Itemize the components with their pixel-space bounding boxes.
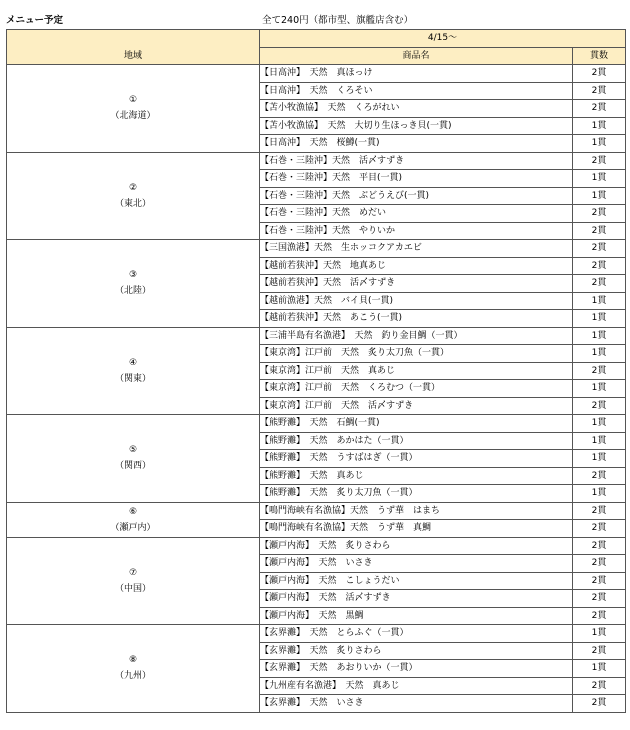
product-cell: 【熊野灘】 天然 石鯛(一貫) xyxy=(260,415,573,433)
product-cell: 【東京湾】江戸前 天然 活〆すずき xyxy=(260,397,573,415)
count-cell: 2貫 xyxy=(573,537,626,555)
region-number: ① xyxy=(128,95,138,106)
price-note: 全て240円（都市型、旗艦店含む） xyxy=(262,15,414,26)
product-cell: 【東京湾】江戸前 天然 炙り太刀魚（一貫） xyxy=(260,345,573,363)
count-cell: 1貫 xyxy=(573,625,626,643)
region-cell xyxy=(7,415,260,503)
count-cell: 1貫 xyxy=(573,327,626,345)
count-cell: 1貫 xyxy=(573,485,626,503)
table-row xyxy=(7,537,626,555)
count-cell: 2貫 xyxy=(573,642,626,660)
region-name: （東北） xyxy=(114,198,151,209)
product-cell: 【越前若狭沖】天然 活〆すずき xyxy=(260,275,573,293)
product-cell: 【三国漁港】天然 生ホッコクアカエビ xyxy=(260,240,573,258)
region-name: （九州） xyxy=(114,671,151,682)
product-cell: 【越前若狭沖】天然 地真あじ xyxy=(260,257,573,275)
menu-body xyxy=(7,65,626,713)
count-cell: 2貫 xyxy=(573,555,626,573)
region-name: （瀬戸内） xyxy=(110,522,156,533)
region-number: ② xyxy=(128,182,138,193)
table-row xyxy=(7,240,626,258)
page-title: メニュー予定 xyxy=(6,15,64,26)
product-cell: 【瀬戸内海】 天然 炙りさわら xyxy=(260,537,573,555)
region-name: （北海道） xyxy=(110,111,156,122)
count-cell: 2貫 xyxy=(573,590,626,608)
table-row xyxy=(7,415,626,433)
count-cell: 2貫 xyxy=(573,100,626,118)
count-cell: 2貫 xyxy=(573,152,626,170)
product-cell: 【鳴門海峡有名漁協】天然 うず華 はまち xyxy=(260,502,573,520)
product-cell: 【玄界灘】 天然 とらふぐ（一貫） xyxy=(260,625,573,643)
product-cell: 【苫小牧漁協】 天然 くろがれい xyxy=(260,100,573,118)
product-cell: 【石巻・三陸沖】天然 平目(一貫) xyxy=(260,170,573,188)
area-header: 地域 xyxy=(7,30,260,65)
region-name: （中国） xyxy=(114,583,151,594)
product-cell: 【日高沖】 天然 真ほっけ xyxy=(260,65,573,83)
count-cell: 2貫 xyxy=(573,467,626,485)
count-cell: 1貫 xyxy=(573,310,626,328)
region-cell xyxy=(7,240,260,328)
region-name: （北陸） xyxy=(114,286,151,297)
count-cell: 2貫 xyxy=(573,240,626,258)
table-row xyxy=(7,327,626,345)
product-cell: 【熊野灘】 天然 あかはた（一貫） xyxy=(260,432,573,450)
product-cell: 【九州産有名漁港】 天然 真あじ xyxy=(260,677,573,695)
product-cell: 【玄界灘】 天然 あおりいか（一貫） xyxy=(260,660,573,678)
product-cell: 【熊野灘】 天然 炙り太刀魚（一貫） xyxy=(260,485,573,503)
count-cell: 2貫 xyxy=(573,82,626,100)
count-cell: 1貫 xyxy=(573,415,626,433)
region-name: （関西） xyxy=(114,461,151,472)
count-cell: 2貫 xyxy=(573,677,626,695)
product-cell: 【石巻・三陸沖】天然 ぶどうえび(一貫) xyxy=(260,187,573,205)
product-cell: 【三浦半島有名漁港】 天然 釣り金目鯛（一貫） xyxy=(260,327,573,345)
product-cell: 【瀬戸内海】 天然 活〆すずき xyxy=(260,590,573,608)
region-number: ⑧ xyxy=(128,655,138,666)
date-header: 4/15〜 xyxy=(260,30,626,48)
count-cell: 2貫 xyxy=(573,205,626,223)
menu-table xyxy=(6,29,626,713)
product-cell: 【石巻・三陸沖】天然 活〆すずき xyxy=(260,152,573,170)
count-cell: 2貫 xyxy=(573,502,626,520)
product-cell: 【瀬戸内海】 天然 黒鯛 xyxy=(260,607,573,625)
count-cell: 2貫 xyxy=(573,65,626,83)
region-number: ③ xyxy=(128,270,138,281)
count-cell: 1貫 xyxy=(573,135,626,153)
region-number: ④ xyxy=(128,357,138,368)
table-row xyxy=(7,502,626,520)
region-cell xyxy=(7,537,260,625)
count-cell: 2貫 xyxy=(573,362,626,380)
count-cell: 2貫 xyxy=(573,572,626,590)
product-cell: 【熊野灘】 天然 うすばはぎ（一貫） xyxy=(260,450,573,468)
count-cell: 1貫 xyxy=(573,117,626,135)
count-cell: 2貫 xyxy=(573,397,626,415)
region-name: （関東） xyxy=(114,373,151,384)
count-cell: 2貫 xyxy=(573,275,626,293)
count-cell: 2貫 xyxy=(573,695,626,713)
product-cell: 【石巻・三陸沖】天然 やりいか xyxy=(260,222,573,240)
count-cell: 2貫 xyxy=(573,222,626,240)
count-cell: 1貫 xyxy=(573,345,626,363)
region-number: ⑦ xyxy=(128,567,138,578)
region-cell xyxy=(7,625,260,713)
product-cell: 【瀬戸内海】 天然 いさき xyxy=(260,555,573,573)
count-cell: 2貫 xyxy=(573,607,626,625)
table-row xyxy=(7,65,626,83)
count-cell: 2貫 xyxy=(573,520,626,538)
count-cell: 2貫 xyxy=(573,257,626,275)
table-row xyxy=(7,152,626,170)
count-cell: 1貫 xyxy=(573,187,626,205)
count-cell: 1貫 xyxy=(573,450,626,468)
region-cell xyxy=(7,152,260,240)
count-cell: 1貫 xyxy=(573,292,626,310)
product-cell: 【玄界灘】 天然 いさき xyxy=(260,695,573,713)
count-cell: 1貫 xyxy=(573,380,626,398)
table-row xyxy=(7,625,626,643)
product-cell: 【東京湾】江戸前 天然 真あじ xyxy=(260,362,573,380)
count-cell: 1貫 xyxy=(573,432,626,450)
product-cell: 【越前若狭沖】天然 あこう(一貫) xyxy=(260,310,573,328)
product-cell: 【越前漁港】天然 バイ貝(一貫) xyxy=(260,292,573,310)
product-cell: 【苫小牧漁協】 天然 大切り生ほっき貝(一貫) xyxy=(260,117,573,135)
product-header: 商品名 xyxy=(260,47,573,65)
count-cell: 1貫 xyxy=(573,660,626,678)
region-cell xyxy=(7,65,260,153)
product-cell: 【日高沖】 天然 桜鱒(一貫) xyxy=(260,135,573,153)
product-cell: 【東京湾】江戸前 天然 くろむつ（一貫） xyxy=(260,380,573,398)
product-cell: 【鳴門海峡有名漁協】天然 うず華 真鯛 xyxy=(260,520,573,538)
count-cell: 1貫 xyxy=(573,170,626,188)
region-cell xyxy=(7,327,260,415)
product-cell: 【熊野灘】 天然 真あじ xyxy=(260,467,573,485)
region-number: ⑥ xyxy=(128,506,138,517)
count-header: 貫数 xyxy=(573,47,626,65)
product-cell: 【石巻・三陸沖】天然 めだい xyxy=(260,205,573,223)
region-number: ⑤ xyxy=(128,445,138,456)
product-cell: 【日高沖】 天然 くろそい xyxy=(260,82,573,100)
region-cell xyxy=(7,502,260,537)
product-cell: 【玄界灘】 天然 炙りさわら xyxy=(260,642,573,660)
product-cell: 【瀬戸内海】 天然 こしょうだい xyxy=(260,572,573,590)
